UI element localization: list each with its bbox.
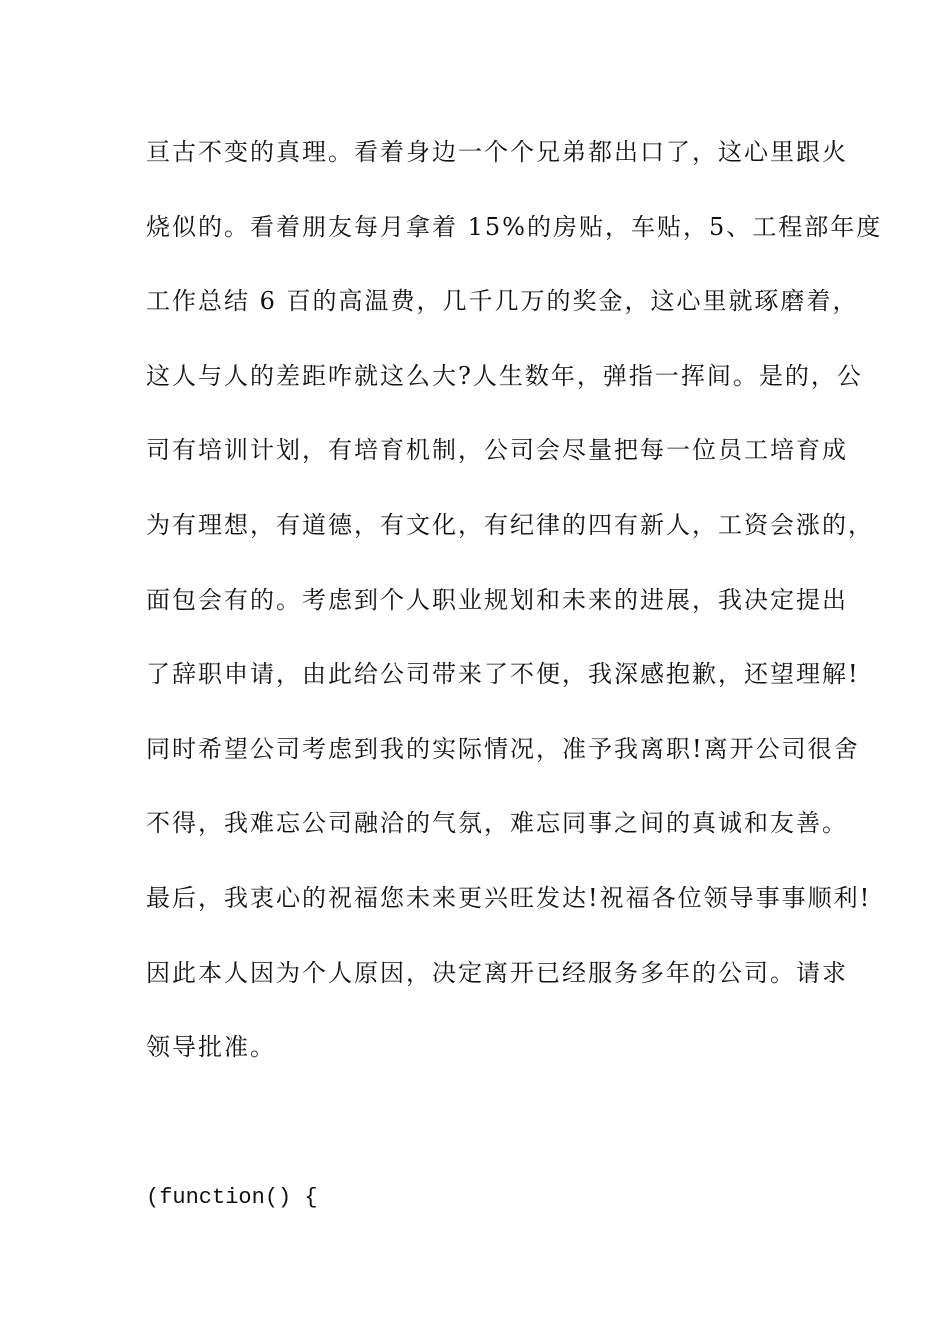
text-line: 亘古不变的真理。看着身边一个个兄弟都出口了，这心里跟火 xyxy=(146,138,848,166)
text-line: 烧似的。看着朋友每月拿着 15%的房贴，车贴，5、工程部年度 xyxy=(146,212,883,241)
text-line: 为有理想，有道德，有文化，有纪律的四有新人，工资会涨的， xyxy=(146,510,874,539)
text-line: 领导批准。 xyxy=(146,1033,276,1062)
text-line: 面包会有的。考虑到个人职业规划和未来的进展，我决定提出 xyxy=(146,585,848,614)
text-line: 了辞职申请，由此给公司带来了不便，我深感抱歉，还望理解! xyxy=(146,660,860,689)
text-line: 司有培训计划，有培育机制，公司会尽量把每一位员工培育成 xyxy=(146,436,848,465)
text-line: 这人与人的差距咋就这么大?人生数年，弹指一挥间。是的，公 xyxy=(146,361,863,390)
text-line: 因此本人因为个人原因，决定离开已经服务多年的公司。请求 xyxy=(146,958,848,987)
code-snippet: (function() { xyxy=(146,1185,318,1210)
body-text xyxy=(146,130,883,1100)
text-line: 最后，我衷心的祝福您未来更兴旺发达!祝福各位领导事事顺利! xyxy=(146,883,872,912)
text-line: 不得，我难忘公司融洽的气氛，难忘同事之间的真诚和友善。 xyxy=(146,809,848,838)
text-line: 工作总结 6 百的高温费，几千几万的奖金，这心里就琢磨着， xyxy=(146,287,859,316)
text-line: 同时希望公司考虑到我的实际情况，准予我离职!离开公司很舍 xyxy=(146,734,860,763)
